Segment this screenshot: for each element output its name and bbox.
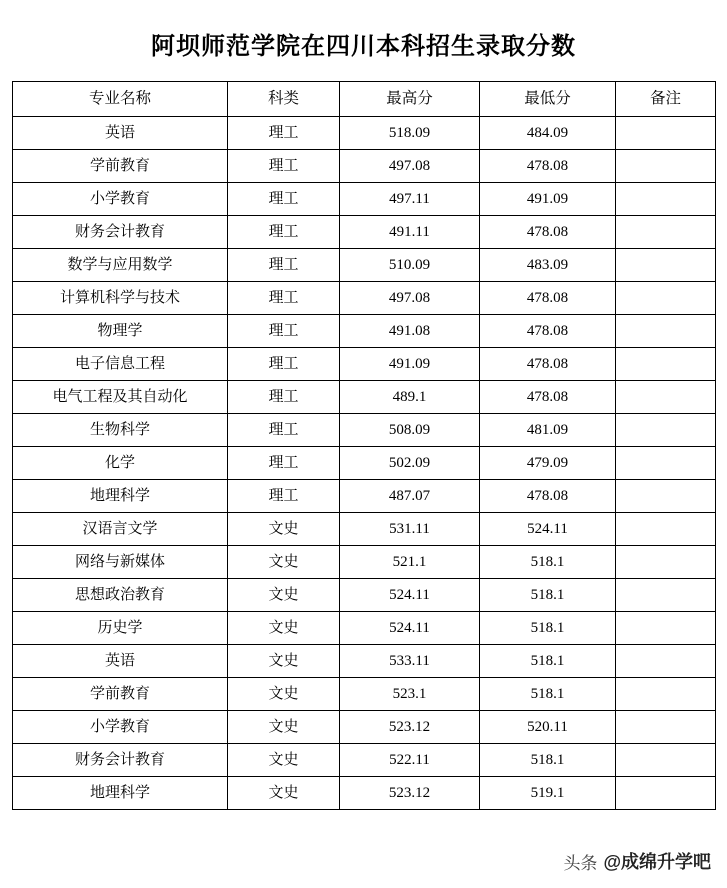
- table-cell: 理工: [228, 216, 340, 249]
- table-cell: 汉语言文学: [13, 513, 228, 546]
- table-cell: [616, 645, 716, 678]
- table-cell: 小学教育: [13, 711, 228, 744]
- table-cell: 510.09: [340, 249, 480, 282]
- table-cell: 497.11: [340, 183, 480, 216]
- table-cell: 478.08: [480, 348, 616, 381]
- table-cell: 化学: [13, 447, 228, 480]
- table-cell: 478.08: [480, 381, 616, 414]
- table-row: [13, 612, 716, 645]
- table-cell: [616, 381, 716, 414]
- table-cell: 523.1: [340, 678, 480, 711]
- table-row: [13, 777, 716, 810]
- table-cell: 电子信息工程: [13, 348, 228, 381]
- table-cell: 478.08: [480, 282, 616, 315]
- table-cell: 497.08: [340, 150, 480, 183]
- table-row: [13, 315, 716, 348]
- table-cell: [616, 612, 716, 645]
- table-cell: [616, 744, 716, 777]
- table-cell: [616, 282, 716, 315]
- table-row: [13, 645, 716, 678]
- table-cell: 理工: [228, 414, 340, 447]
- table-row: [13, 348, 716, 381]
- table-row: [13, 546, 716, 579]
- table-cell: 小学教育: [13, 183, 228, 216]
- table-cell: 491.08: [340, 315, 480, 348]
- table-row: [13, 117, 716, 150]
- table-cell: 483.09: [480, 249, 616, 282]
- table-cell: 计算机科学与技术: [13, 282, 228, 315]
- table-cell: [616, 249, 716, 282]
- table-cell: 文史: [228, 645, 340, 678]
- table-cell: 519.1: [480, 777, 616, 810]
- table-cell: 478.08: [480, 216, 616, 249]
- table-cell: 电气工程及其自动化: [13, 381, 228, 414]
- table-cell: 历史学: [13, 612, 228, 645]
- table-cell: 521.1: [340, 546, 480, 579]
- table-cell: [616, 183, 716, 216]
- table-cell: 518.1: [480, 744, 616, 777]
- table-cell: 479.09: [480, 447, 616, 480]
- table-row: [13, 513, 716, 546]
- table-cell: 学前教育: [13, 150, 228, 183]
- table-cell: 518.09: [340, 117, 480, 150]
- table-cell: 524.11: [480, 513, 616, 546]
- table-cell: 481.09: [480, 414, 616, 447]
- table-cell: [616, 315, 716, 348]
- table-cell: 文史: [228, 744, 340, 777]
- table-row: [13, 249, 716, 282]
- table-cell: 518.1: [480, 645, 616, 678]
- table-container: [0, 81, 727, 810]
- table-cell: 理工: [228, 117, 340, 150]
- table-row: [13, 183, 716, 216]
- table-cell: 518.1: [480, 546, 616, 579]
- table-cell: [616, 711, 716, 744]
- table-cell: 理工: [228, 315, 340, 348]
- table-cell: 学前教育: [13, 678, 228, 711]
- table-row: [13, 381, 716, 414]
- table-row: [13, 711, 716, 744]
- table-row: [13, 150, 716, 183]
- table-cell: 网络与新媒体: [13, 546, 228, 579]
- table-cell: [616, 150, 716, 183]
- table-cell: 487.07: [340, 480, 480, 513]
- table-cell: 533.11: [340, 645, 480, 678]
- table-cell: 理工: [228, 150, 340, 183]
- table-cell: [616, 678, 716, 711]
- table-cell: 思想政治教育: [13, 579, 228, 612]
- platform-label: 头条: [563, 853, 598, 873]
- table-cell: 524.11: [340, 612, 480, 645]
- table-cell: [616, 414, 716, 447]
- table-cell: 508.09: [340, 414, 480, 447]
- table-cell: 理工: [228, 480, 340, 513]
- table-cell: 文史: [228, 777, 340, 810]
- table-cell: 518.1: [480, 678, 616, 711]
- table-cell: 英语: [13, 645, 228, 678]
- table-row: [13, 744, 716, 777]
- table-cell: [616, 777, 716, 810]
- table-row: [13, 282, 716, 315]
- account-label: @成绵升学吧: [603, 852, 711, 872]
- table-cell: 484.09: [480, 117, 616, 150]
- table-cell: 478.08: [480, 480, 616, 513]
- table-cell: [616, 546, 716, 579]
- table-cell: 491.09: [340, 348, 480, 381]
- table-cell: 523.12: [340, 777, 480, 810]
- table-cell: 523.12: [340, 711, 480, 744]
- table-cell: 理工: [228, 348, 340, 381]
- table-cell: 数学与应用数学: [13, 249, 228, 282]
- table-cell: 531.11: [340, 513, 480, 546]
- table-cell: 502.09: [340, 447, 480, 480]
- column-header: 专业名称: [13, 82, 228, 117]
- table-cell: [616, 216, 716, 249]
- table-cell: 491.09: [480, 183, 616, 216]
- table-cell: 491.11: [340, 216, 480, 249]
- table-row: [13, 480, 716, 513]
- table-cell: [616, 480, 716, 513]
- table-cell: 文史: [228, 579, 340, 612]
- table-row: [13, 678, 716, 711]
- table-cell: 478.08: [480, 150, 616, 183]
- table-cell: 518.1: [480, 612, 616, 645]
- table-cell: 489.1: [340, 381, 480, 414]
- table-cell: [616, 447, 716, 480]
- table-cell: [616, 579, 716, 612]
- table-cell: [616, 348, 716, 381]
- column-header: 最低分: [480, 82, 616, 117]
- table-row: [13, 579, 716, 612]
- table-cell: 文史: [228, 612, 340, 645]
- table-cell: [616, 117, 716, 150]
- table-cell: 524.11: [340, 579, 480, 612]
- table-header-row: [13, 82, 716, 117]
- table-row: [13, 447, 716, 480]
- page-title: 阿坝师范学院在四川本科招生录取分数: [151, 34, 576, 60]
- column-header: 备注: [616, 82, 716, 117]
- table-row: [13, 216, 716, 249]
- table-cell: 文史: [228, 711, 340, 744]
- table-cell: 520.11: [480, 711, 616, 744]
- table-cell: 财务会计教育: [13, 744, 228, 777]
- table-cell: 理工: [228, 381, 340, 414]
- table-cell: 文史: [228, 513, 340, 546]
- table-cell: 财务会计教育: [13, 216, 228, 249]
- table-cell: 理工: [228, 249, 340, 282]
- table-cell: 物理学: [13, 315, 228, 348]
- table-cell: 理工: [228, 183, 340, 216]
- table-cell: 英语: [13, 117, 228, 150]
- admission-scores-table: [12, 81, 716, 810]
- table-cell: 地理科学: [13, 480, 228, 513]
- table-cell: 497.08: [340, 282, 480, 315]
- table-cell: 生物科学: [13, 414, 228, 447]
- table-row: [13, 414, 716, 447]
- table-cell: 522.11: [340, 744, 480, 777]
- table-cell: 文史: [228, 678, 340, 711]
- table-cell: 理工: [228, 447, 340, 480]
- table-cell: 文史: [228, 546, 340, 579]
- column-header: 科类: [228, 82, 340, 117]
- table-cell: 518.1: [480, 579, 616, 612]
- table-cell: 理工: [228, 282, 340, 315]
- table-cell: 地理科学: [13, 777, 228, 810]
- table-cell: 478.08: [480, 315, 616, 348]
- table-cell: [616, 513, 716, 546]
- column-header: 最高分: [340, 82, 480, 117]
- watermark: [563, 848, 711, 874]
